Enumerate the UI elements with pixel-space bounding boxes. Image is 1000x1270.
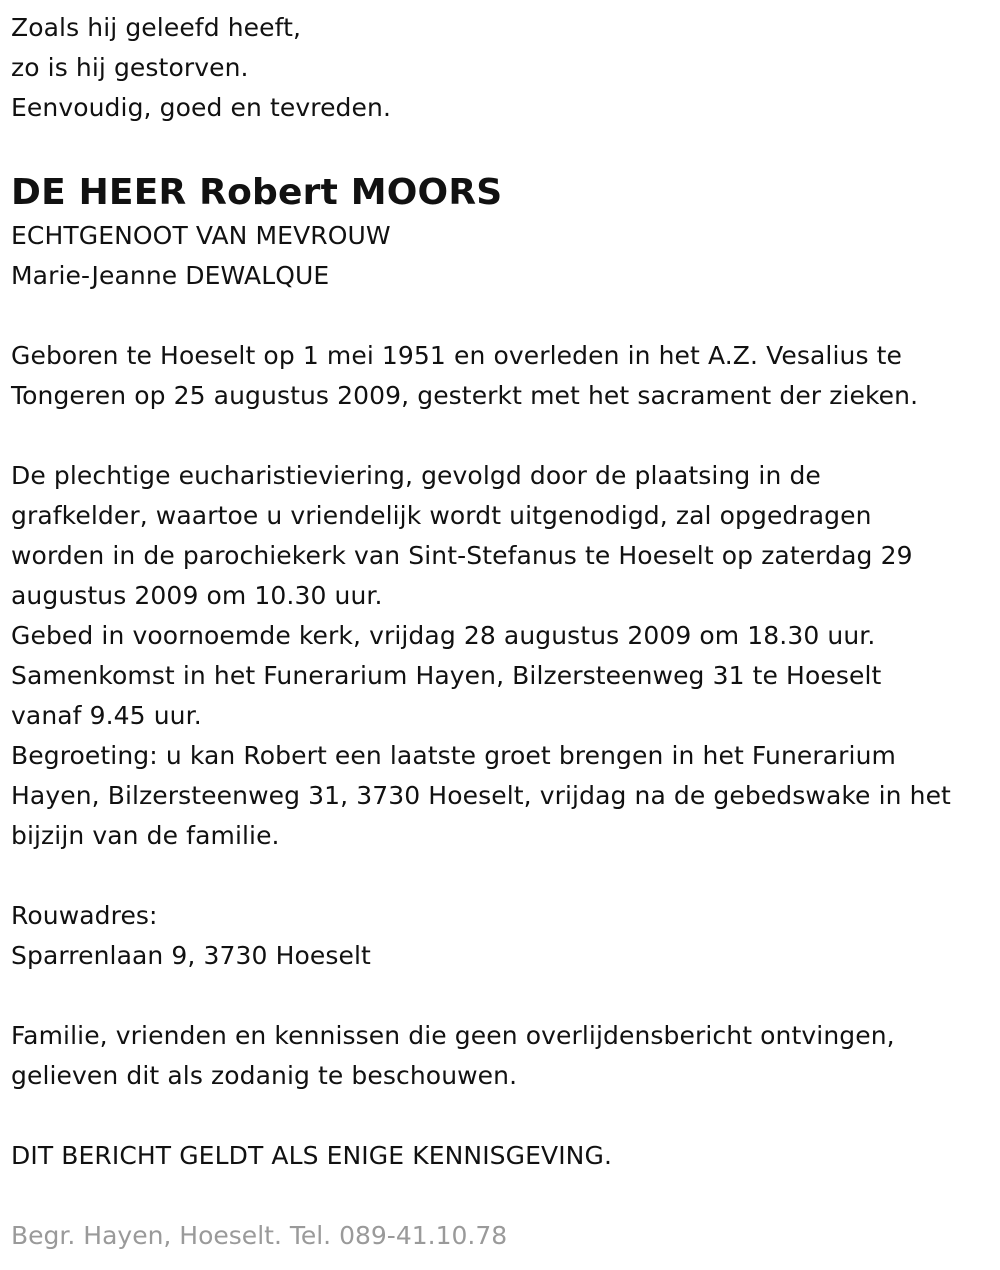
paragraph-line: bijzijn van de familie. — [11, 821, 280, 850]
paragraph-line: gelieven dit als zodanig te beschouwen. — [11, 1061, 518, 1090]
paragraph-line: Begroeting: u kan Robert een laatste groet brengen in het Funerarium — [11, 741, 896, 770]
relation-text: ECHTGENOOT VAN MEVROUW — [11, 221, 391, 250]
deceased-name: DE HEER Robert MOORS — [11, 172, 503, 213]
poem — [11, 8, 991, 128]
paragraph-line: Tongeren op 25 augustus 2009, gesterkt met het sacrament der zieken. — [11, 381, 919, 410]
paragraph-line: Geboren te Hoeselt op 1 mei 1951 en overleden in het A.Z. Vesalius te — [11, 341, 902, 370]
ceremony-paragraph — [11, 456, 991, 856]
paragraph-line: grafkelder, waartoe u vriendelijk wordt uitgenodigd, zal opgedragen — [11, 501, 872, 530]
mourning-address — [11, 896, 991, 976]
paragraph-line: De plechtige eucharistieviering, gevolgd door de plaatsing in de — [11, 461, 821, 490]
paragraph-line: Samenkomst in het Funerarium Hayen, Bilzersteenweg 31 te Hoeselt — [11, 661, 882, 690]
notice-paragraph — [11, 1016, 991, 1096]
address-label: Rouwadres: — [11, 901, 158, 930]
paragraph-line: Gebed in voornoemde kerk, vrijdag 28 augustus 2009 om 18.30 uur. — [11, 621, 876, 650]
funeral-home-footer: Begr. Hayen, Hoeselt. Tel. 089-41.10.78 — [11, 1221, 508, 1250]
deceased-block — [11, 170, 991, 296]
paragraph-line: Familie, vrienden en kennissen die geen overlijdensbericht ontvingen, — [11, 1021, 895, 1050]
birth-death-paragraph — [11, 336, 991, 416]
spouse-name: Marie-Jeanne DEWALQUE — [11, 261, 330, 290]
poem-line: Eenvoudig, goed en tevreden. — [11, 93, 391, 122]
paragraph-line: Hayen, Bilzersteenweg 31, 3730 Hoeselt, vrijdag na de gebedswake in het — [11, 781, 951, 810]
address-value: Sparrenlaan 9, 3730 Hoeselt — [11, 941, 371, 970]
paragraph-line: worden in de parochiekerk van Sint-Stefanus te Hoeselt op zaterdag 29 — [11, 541, 913, 570]
official-notice: DIT BERICHT GELDT ALS ENIGE KENNISGEVING. — [11, 1141, 612, 1170]
poem-line: Zoals hij geleefd heeft, — [11, 13, 302, 42]
paragraph-line: vanaf 9.45 uur. — [11, 701, 202, 730]
death-notice — [11, 8, 991, 1256]
poem-line: zo is hij gestorven. — [11, 53, 249, 82]
paragraph-line: augustus 2009 om 10.30 uur. — [11, 581, 383, 610]
